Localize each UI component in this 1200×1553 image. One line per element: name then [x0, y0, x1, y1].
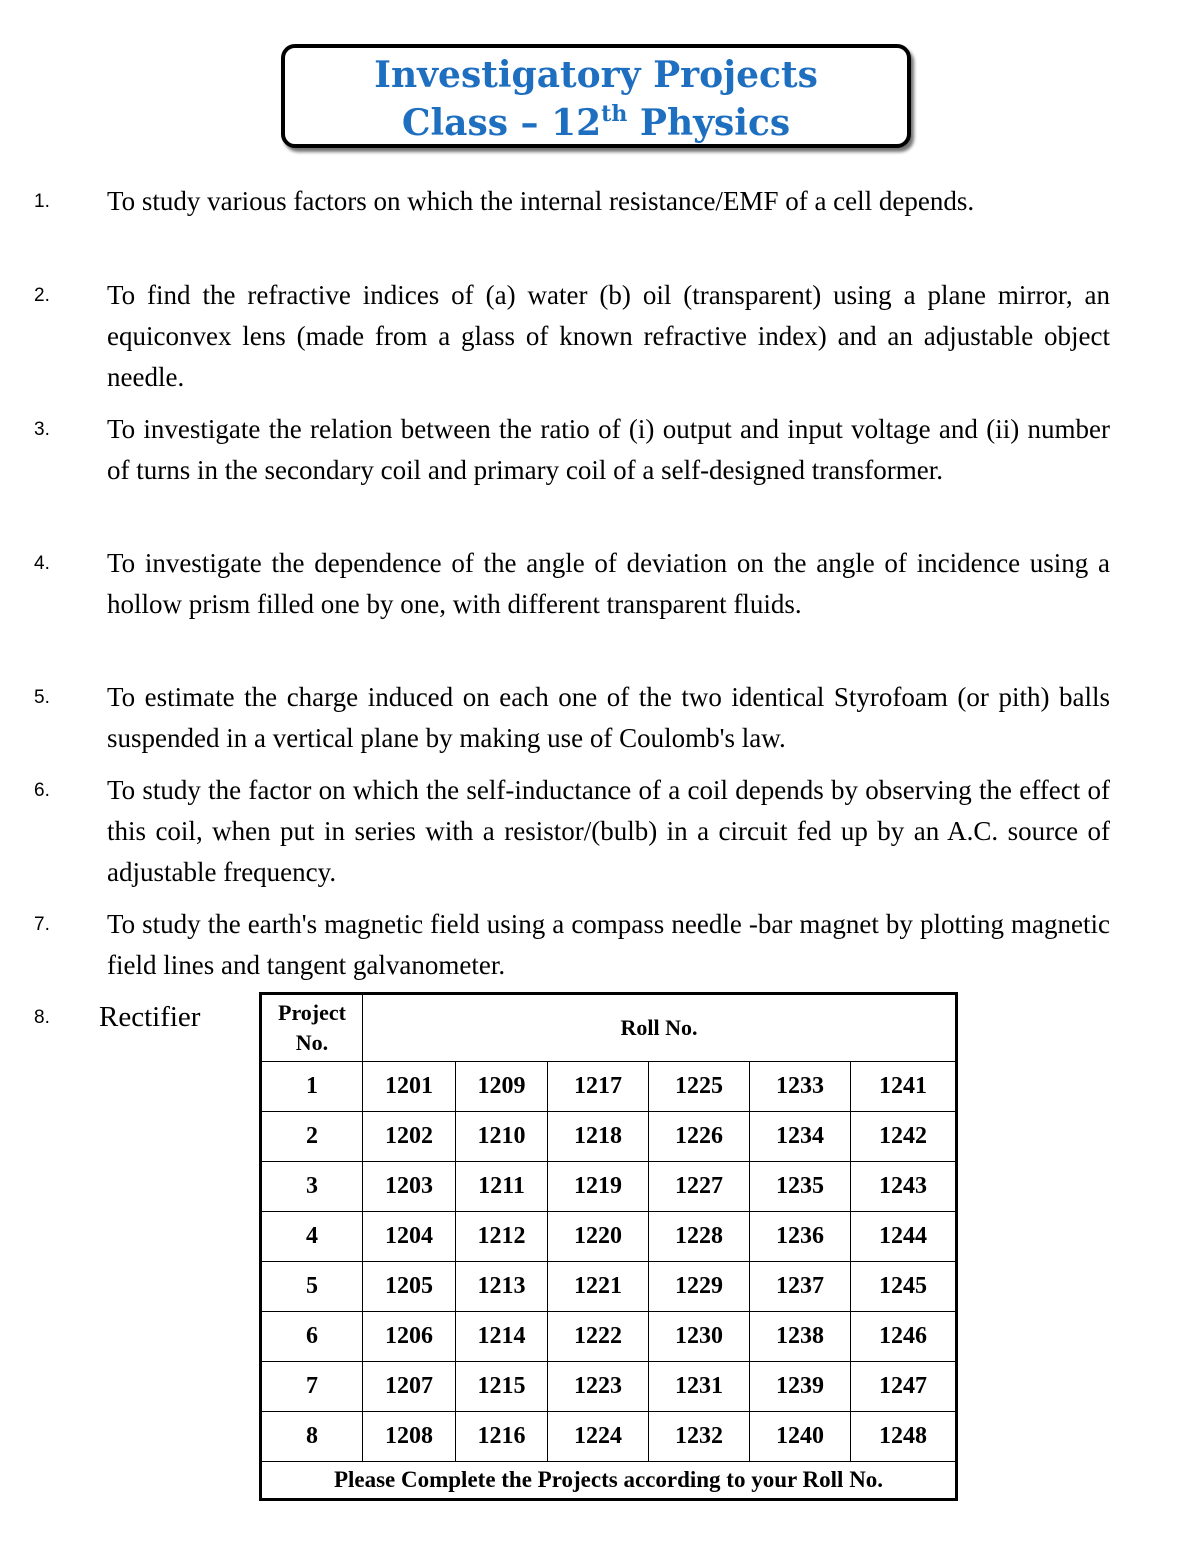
roll-cell: 1246	[851, 1312, 956, 1362]
project-number: 2.	[34, 285, 50, 306]
table-row	[262, 1412, 956, 1462]
roll-cell: 1247	[851, 1362, 956, 1412]
project-cell: 4	[262, 1212, 363, 1262]
roll-cell: 1227	[649, 1162, 750, 1212]
project-number: 8.	[34, 1007, 50, 1028]
roll-cell: 1210	[456, 1112, 548, 1162]
roll-cell: 1216	[456, 1412, 548, 1462]
project-text: To estimate the charge induced on each one of the two identical Styrofoam (or pith) balls suspended in a vertical plane by making use of Coulomb's law.	[107, 682, 1110, 753]
project-cell: 6	[262, 1312, 363, 1362]
roll-cell: 1219	[548, 1162, 649, 1212]
roll-cell: 1239	[750, 1362, 851, 1412]
roll-cell: 1209	[456, 1062, 548, 1112]
roll-cell: 1208	[363, 1412, 456, 1462]
roll-cell: 1213	[456, 1262, 548, 1312]
project-text: To study various factors on which the internal resistance/EMF of a cell depends.	[107, 186, 975, 216]
roll-cell: 1243	[851, 1162, 956, 1212]
roll-cell: 1212	[456, 1212, 548, 1262]
project-number: 3.	[34, 419, 50, 440]
subtitle-subject: Physics	[627, 102, 791, 144]
subtitle-class: Class – 12	[401, 102, 602, 144]
roll-cell: 1218	[548, 1112, 649, 1162]
project-text: To investigate the relation between the ratio of (i) output and input voltage and (ii) number of turns in the secondary coil and primary coil of a self-designed transformer.	[107, 414, 1110, 485]
roll-cell: 1248	[851, 1412, 956, 1462]
project-text: To investigate the dependence of the angle of deviation on the angle of incidence using a hollow prism filled one by one, with different transparent fluids.	[107, 548, 1110, 619]
project-cell: 2	[262, 1112, 363, 1162]
roll-cell: 1215	[456, 1362, 548, 1412]
roll-cell: 1241	[851, 1062, 956, 1112]
project-cell: 5	[262, 1262, 363, 1312]
table-row	[262, 1112, 956, 1162]
roll-cell: 1233	[750, 1062, 851, 1112]
project-number: 6.	[34, 780, 50, 801]
roll-cell: 1224	[548, 1412, 649, 1462]
roll-cell: 1231	[649, 1362, 750, 1412]
roll-cell: 1232	[649, 1412, 750, 1462]
roll-cell: 1245	[851, 1262, 956, 1312]
roll-cell: 1236	[750, 1212, 851, 1262]
project-number: 5.	[34, 687, 50, 708]
project-number: 4.	[34, 553, 50, 574]
roll-cell: 1242	[851, 1112, 956, 1162]
roll-cell: 1226	[649, 1112, 750, 1162]
table-row	[262, 1212, 956, 1262]
roll-cell: 1238	[750, 1312, 851, 1362]
page-subtitle	[285, 100, 907, 146]
project-text: To study the earth's magnetic field using a compass needle -bar magnet by plotting magnetic field lines and tangent galvanometer.	[107, 909, 1110, 980]
roll-cell: 1206	[363, 1312, 456, 1362]
roll-cell: 1205	[363, 1262, 456, 1312]
table-footer-row	[262, 1462, 956, 1499]
roll-number-table	[261, 994, 956, 1499]
subtitle-sup: th	[601, 101, 628, 127]
roll-cell: 1221	[548, 1262, 649, 1312]
roll-cell: 1235	[750, 1162, 851, 1212]
roll-cell: 1201	[363, 1062, 456, 1112]
roll-cell: 1211	[456, 1162, 548, 1212]
project-number: 1.	[34, 191, 50, 212]
roll-cell: 1207	[363, 1362, 456, 1412]
table-footer-note: Please Complete the Projects according to your Roll No.	[262, 1462, 956, 1499]
project-text: To study the factor on which the self-inductance of a coil depends by observing the effect of this coil, when put in series with a resistor/(bulb) in a circuit fed up by an A.C. source of adjustable frequency.	[107, 775, 1110, 887]
project-cell: 7	[262, 1362, 363, 1412]
title-box	[281, 44, 911, 148]
roll-cell: 1240	[750, 1412, 851, 1462]
table-row	[262, 1162, 956, 1212]
roll-cell: 1203	[363, 1162, 456, 1212]
roll-cell: 1204	[363, 1212, 456, 1262]
project-number: 7.	[34, 914, 50, 935]
roll-cell: 1214	[456, 1312, 548, 1362]
roll-cell: 1217	[548, 1062, 649, 1112]
roll-cell: 1234	[750, 1112, 851, 1162]
project-text: To find the refractive indices of (a) water (b) oil (transparent) using a plane mirror, an equiconvex lens (made from a glass of known refractive index) and an adjustable object needle.	[107, 280, 1110, 392]
project-cell: 3	[262, 1162, 363, 1212]
table-header-row	[262, 995, 956, 1062]
header-project-no: Project No.	[262, 995, 363, 1062]
roll-cell: 1229	[649, 1262, 750, 1312]
table-row	[262, 1262, 956, 1312]
roll-cell: 1225	[649, 1062, 750, 1112]
project-cell: 1	[262, 1062, 363, 1112]
roll-cell: 1202	[363, 1112, 456, 1162]
roll-cell: 1222	[548, 1312, 649, 1362]
table-row	[262, 1062, 956, 1112]
table-row	[262, 1312, 956, 1362]
header-roll-no: Roll No.	[363, 995, 956, 1062]
roll-cell: 1230	[649, 1312, 750, 1362]
roll-cell: 1220	[548, 1212, 649, 1262]
roll-cell: 1237	[750, 1262, 851, 1312]
roll-cell: 1228	[649, 1212, 750, 1262]
project-cell: 8	[262, 1412, 363, 1462]
page-title: Investigatory Projects	[374, 54, 818, 96]
roll-cell: 1223	[548, 1362, 649, 1412]
roll-cell: 1244	[851, 1212, 956, 1262]
project-text: Rectifier	[99, 1001, 201, 1033]
table-row	[262, 1362, 956, 1412]
